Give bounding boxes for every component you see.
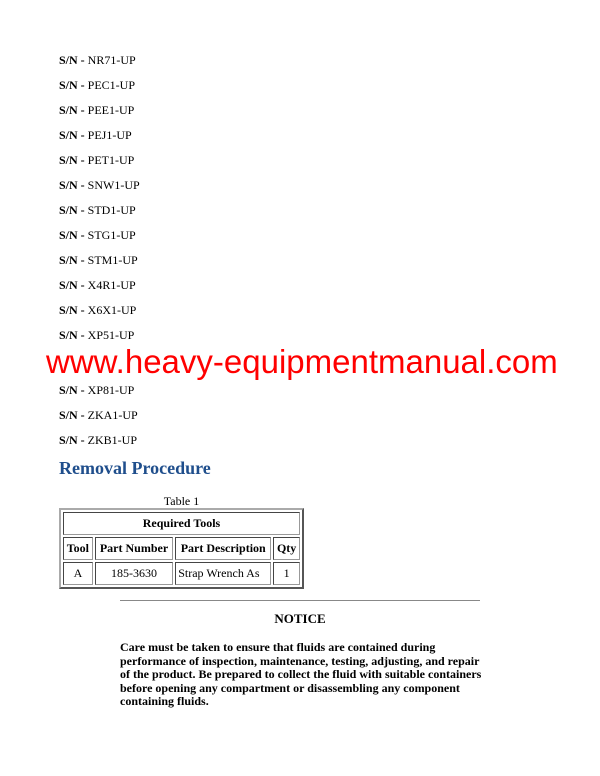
- column-header: Part Description: [175, 537, 271, 560]
- sn-label: S/N -: [59, 178, 85, 192]
- serial-number-item: [59, 408, 138, 422]
- serial-number-item: [59, 153, 134, 167]
- column-header: Tool: [63, 537, 93, 560]
- divider: [120, 600, 480, 601]
- sn-label: S/N -: [59, 408, 85, 422]
- column-header: Part Number: [95, 537, 173, 560]
- table-cell: 1: [273, 562, 300, 585]
- section-heading: Removal Procedure: [59, 458, 211, 478]
- table-row: [63, 562, 300, 585]
- serial-number-item: [59, 128, 132, 142]
- table-caption: Table 1: [163, 494, 200, 508]
- serial-number-item: [59, 278, 136, 292]
- table-cell: 185-3630: [95, 562, 173, 585]
- notice-text: Care must be taken to ensure that fluids are contained during performance of inspection, maintenance, testing, adjusting, and repair of the product. Be prepared to collect the fluid with suitable containers before opening any compartment or disassembling any component containing fluids.: [120, 640, 482, 708]
- sn-label: S/N -: [59, 228, 85, 242]
- sn-label: S/N -: [59, 128, 85, 142]
- sn-value: STM1-UP: [87, 253, 138, 267]
- sn-value: XP81-UP: [87, 383, 135, 397]
- sn-value: PEJ1-UP: [87, 128, 132, 142]
- sn-value: PEE1-UP: [87, 103, 135, 117]
- serial-number-item: [59, 253, 138, 267]
- sn-value: NR71-UP: [87, 53, 136, 67]
- watermark: www.heavy-equipmentmanual.com: [46, 343, 558, 380]
- column-header: Qty: [273, 537, 300, 560]
- serial-number-item: [59, 78, 135, 92]
- sn-value: X6X1-UP: [87, 303, 137, 317]
- sn-value: STG1-UP: [87, 228, 136, 242]
- serial-number-item: [59, 178, 140, 192]
- serial-number-item: [59, 303, 136, 317]
- table-cell: A: [63, 562, 93, 585]
- serial-number-item: [59, 433, 137, 447]
- sn-value: ZKB1-UP: [87, 433, 138, 447]
- sn-value: PET1-UP: [87, 153, 135, 167]
- sn-value: XP51-UP: [87, 328, 135, 342]
- sn-value: SNW1-UP: [87, 178, 140, 192]
- sn-label: S/N -: [59, 303, 85, 317]
- serial-number-item: [59, 228, 136, 242]
- serial-number-item: [59, 383, 134, 397]
- required-tools-table: [59, 508, 304, 589]
- sn-label: S/N -: [59, 383, 85, 397]
- sn-value: X4R1-UP: [87, 278, 136, 292]
- sn-label: S/N -: [59, 53, 85, 67]
- serial-number-item: [59, 328, 134, 342]
- sn-label: S/N -: [59, 78, 85, 92]
- notice-title: NOTICE: [274, 611, 326, 626]
- table-title: Required Tools: [63, 512, 300, 535]
- sn-label: S/N -: [59, 253, 85, 267]
- table-cell: Strap Wrench As: [175, 562, 271, 585]
- sn-value: STD1-UP: [87, 203, 136, 217]
- sn-value: PEC1-UP: [87, 78, 136, 92]
- serial-number-item: [59, 103, 134, 117]
- sn-label: S/N -: [59, 153, 85, 167]
- serial-number-item: [59, 203, 136, 217]
- sn-label: S/N -: [59, 103, 85, 117]
- sn-value: ZKA1-UP: [87, 408, 138, 422]
- serial-number-item: [59, 53, 136, 67]
- sn-label: S/N -: [59, 328, 85, 342]
- sn-label: S/N -: [59, 433, 85, 447]
- sn-label: S/N -: [59, 278, 85, 292]
- sn-label: S/N -: [59, 203, 85, 217]
